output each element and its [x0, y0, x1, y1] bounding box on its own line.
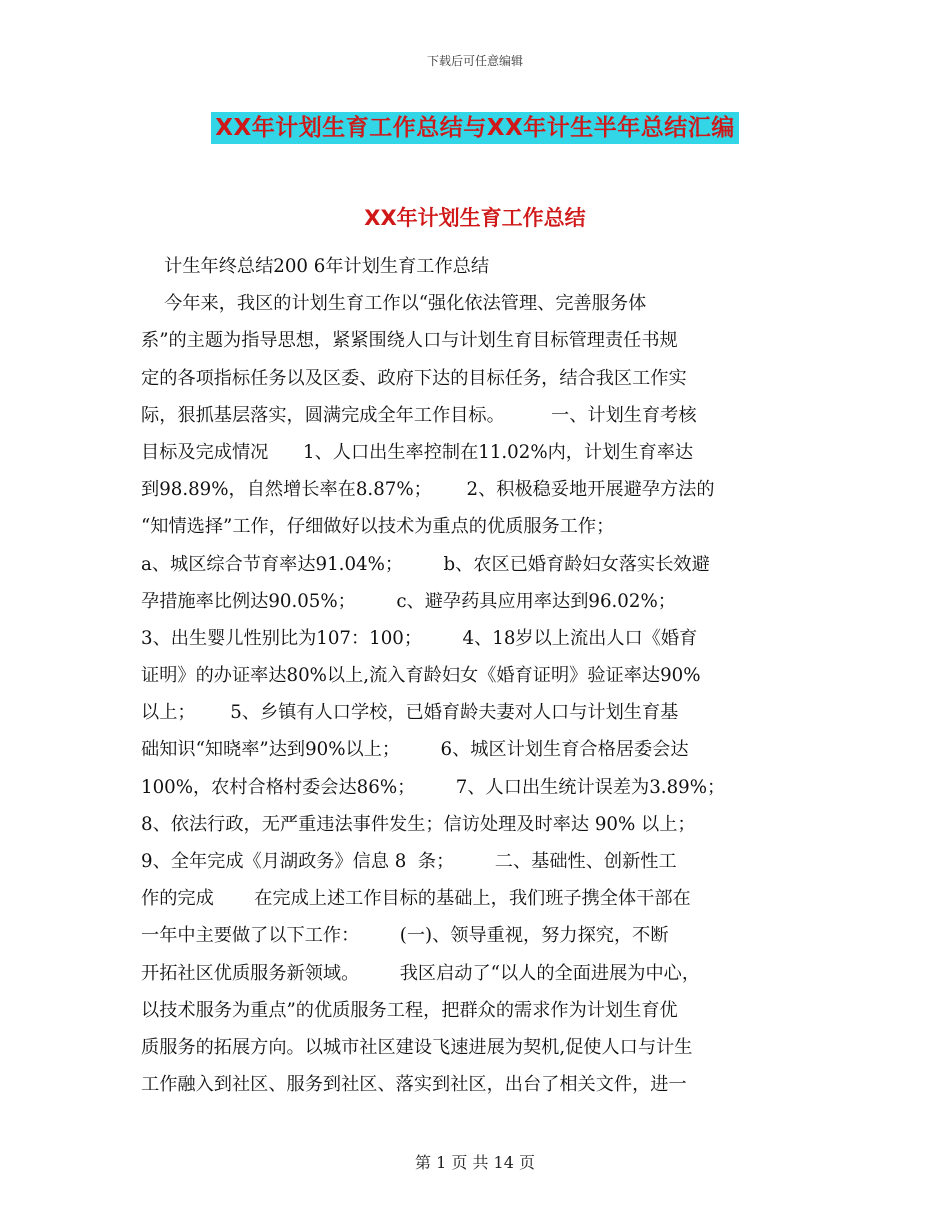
body-line: 质服务的拓展方向。以城市社区建设飞速进展为契机,促使人口与计生: [141, 1036, 693, 1058]
body-line: 定的各项指标任务以及区委、政府下达的目标任务，结合我区工作实: [141, 367, 687, 389]
body-line: 8、依法行政，无严重违法事件发生；信访处理及时率达 90% 以上；: [141, 813, 696, 835]
body-line: 础知识“知晓率”达到90%以上； 6、城区计划生育合格居委会达: [141, 739, 689, 761]
body-line: 作的完成 在完成上述工作目标的基础上，我们班子携全体干部在: [141, 888, 691, 910]
body-line: 目标及完成情况 1、人口出生率控制在11.02%内，计划生育率达: [141, 441, 694, 463]
body-line: 计生年终总结200 6年计划生育工作总结: [141, 256, 490, 277]
body-line: 100%，农村合格村委会达86%； 7、人口出生统计误差为3.89%；: [141, 776, 726, 798]
body-line: 3、出生婴儿性别比为107：100； 4、18岁以上流出人口《婚育: [141, 627, 698, 649]
body-line: 到98.89%，自然增长率在8.87%； 2、积极稳妥地开展避孕方法的: [141, 479, 715, 501]
body-line: 际，狠抓基层落实，圆满完成全年工作目标。 一、计划生育考核: [141, 404, 697, 426]
body-line: a、城区综合节育率达91.04%； b、农区已婚育龄妇女落实长效避: [141, 553, 710, 575]
body-line: 9、全年完成《月湖政务》信息 8 条； 二、基础性、创新性工: [141, 851, 677, 872]
body-line: 孕措施率比例达90.05%； c、避孕药具应用率达到96.02%；: [141, 590, 676, 612]
section-title: XX年计划生育工作总结: [364, 206, 586, 230]
page-footer: 第 1 页 共 14 页: [415, 1153, 535, 1172]
body-line: 开拓社区优质服务新领域。 我区启动了“以人的全面进展为中心，: [141, 962, 701, 984]
body-line: 以上； 5、乡镇有人口学校，已婚育龄夫妻对人口与计划生育基: [141, 702, 679, 724]
body-line: “知情选择”工作，仔细做好以技术为重点的优质服务工作；: [141, 516, 615, 538]
main-title-container: [0, 112, 950, 144]
body-line: 以技术服务为重点”的优质服务工程，把群众的需求作为计划生育优: [141, 999, 678, 1021]
body-line: 系”的主题为指导思想，紧紧围绕人口与计划生育目标管理责任书规: [141, 330, 678, 352]
body-line: 工作融入到社区、服务到社区、落实到社区，出台了相关文件，进一: [141, 1074, 687, 1096]
body-line: 一年中主要做了以下工作： (一)、领导重视，努力探究，不断: [141, 925, 669, 947]
body-line: 证明》的办证率达80%以上,流入育龄妇女《婚育证明》验证率达90%: [141, 665, 701, 687]
header-note: 下载后可任意编辑: [426, 54, 523, 68]
body-line: 今年来，我区的计划生育工作以“强化依法管理、完善服务体: [141, 293, 647, 315]
body-text: [141, 248, 813, 1103]
document-main-title: XX年计划生育工作总结与XX年计生半年总结汇编: [211, 112, 738, 144]
